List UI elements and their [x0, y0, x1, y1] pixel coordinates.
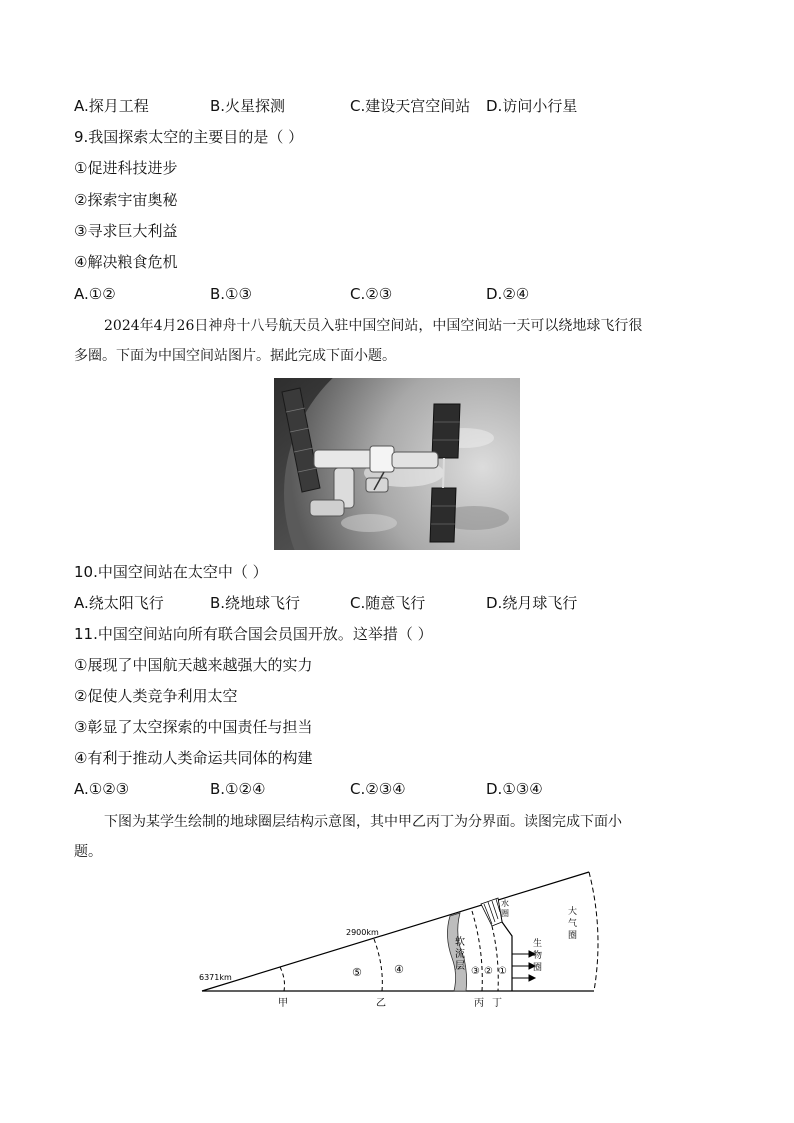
- space-station-photo: [274, 378, 520, 550]
- q9-option-c: C.②③: [350, 285, 393, 303]
- label-boundary-ding: 丁: [492, 998, 502, 1009]
- q8-option-d: D.访问小行星: [486, 97, 578, 115]
- label-6371km: 6371km: [199, 973, 232, 982]
- biosphere-arrows: [512, 951, 535, 981]
- earth-layers-diagram: [196, 866, 606, 1012]
- q9-option-d: D.②④: [486, 285, 530, 303]
- q9-item-4: ④解决粮食危机: [74, 253, 178, 271]
- label-biosphere: [533, 937, 542, 973]
- label-layer-5: ⑤: [352, 966, 362, 979]
- atmosphere-char-3: 圈: [568, 931, 578, 941]
- label-layer-3: ③: [471, 966, 480, 977]
- atmosphere-char-1: 大: [568, 907, 578, 917]
- boundary-jia-line: [280, 967, 285, 991]
- q9-stem: 9.我国探索太空的主要目的是（ ）: [74, 128, 304, 146]
- q9-item-1: ①促进科技进步: [74, 159, 178, 177]
- q10-stem: 10.中国空间站在太空中（ ）: [74, 563, 268, 581]
- hydrosphere-char-1: 水: [501, 899, 509, 908]
- label-hydrosphere: [501, 898, 509, 918]
- passage1-line2: 多圈。下面为中国空间站图片。据此完成下面小题。: [74, 348, 396, 364]
- q8-option-c: C.建设天宫空间站: [350, 97, 471, 115]
- boundary-bing-line: [472, 911, 482, 991]
- atmosphere-char-2: 气: [568, 919, 578, 929]
- label-atmosphere: [568, 905, 577, 941]
- q10-option-b: B.绕地球飞行: [210, 594, 301, 612]
- label-layer-1: ①: [498, 966, 507, 977]
- passage2-line1: 下图为某学生绘制的地球圈层结构示意图，其中甲乙丙丁为分界面。读图完成下面小: [104, 814, 622, 830]
- q10-option-a: A.绕太阳飞行: [74, 594, 164, 612]
- earth-layers-svg: [196, 866, 606, 1012]
- label-layer-4: ④: [394, 963, 404, 976]
- q9-option-b: B.①③: [210, 285, 252, 303]
- q9-options: [74, 284, 714, 304]
- q10-option-d: D.绕月球飞行: [486, 594, 578, 612]
- label-layer-2: ②: [484, 966, 493, 977]
- q8-option-a: A.探月工程: [74, 97, 149, 115]
- q9-item-2: ②探索宇宙奥秘: [74, 191, 178, 209]
- q11-option-a: A.①②③: [74, 780, 130, 798]
- atmosphere-outer-line: [589, 872, 598, 991]
- label-2900km: 2900km: [346, 928, 379, 937]
- q11-stem: 11.中国空间站向所有联合国会员国开放。这举措（ ）: [74, 625, 433, 643]
- q11-option-b: B.①②④: [210, 780, 266, 798]
- q11-item-2: ②促使人类竞争利用太空: [74, 687, 238, 705]
- soft-layer-char-3: 层: [455, 961, 465, 972]
- q11-item-1: ①展现了中国航天越来越强大的实力: [74, 656, 313, 674]
- q8-option-b: B.火星探测: [210, 97, 286, 115]
- label-soft-layer: [455, 935, 465, 972]
- biosphere-char-3: 圈: [533, 963, 543, 973]
- label-boundary-bing: 丙: [474, 998, 484, 1009]
- boundary-yi-line: [374, 939, 382, 991]
- q10-option-c: C.随意飞行: [350, 594, 426, 612]
- q11-option-d: D.①③④: [486, 780, 543, 798]
- passage1-line1: 2024年4月26日神舟十八号航天员入驻中国空间站，中国空间站一天可以绕地球飞行很: [104, 318, 643, 334]
- q11-item-4: ④有利于推动人类命运共同体的构建: [74, 749, 313, 767]
- q9-option-a: A.①②: [74, 285, 116, 303]
- soft-layer-char-2: 流: [455, 949, 465, 960]
- q11-option-c: C.②③④: [350, 780, 406, 798]
- q11-item-3: ③彰显了太空探索的中国责任与担当: [74, 718, 313, 736]
- biosphere-char-1: 生: [533, 939, 543, 949]
- q10-options: [74, 593, 714, 613]
- biosphere-char-2: 物: [533, 951, 543, 961]
- soft-layer-char-1: 软: [455, 937, 465, 948]
- label-boundary-jia: 甲: [278, 998, 288, 1009]
- q9-item-3: ③寻求巨大利益: [74, 222, 178, 240]
- q8-options: [74, 96, 714, 116]
- label-boundary-yi: 乙: [376, 998, 386, 1009]
- q11-options: [74, 779, 714, 799]
- passage2-line2: 题。: [74, 844, 102, 860]
- hydrosphere-char-2: 圈: [501, 909, 509, 918]
- space-station-image: [274, 378, 520, 550]
